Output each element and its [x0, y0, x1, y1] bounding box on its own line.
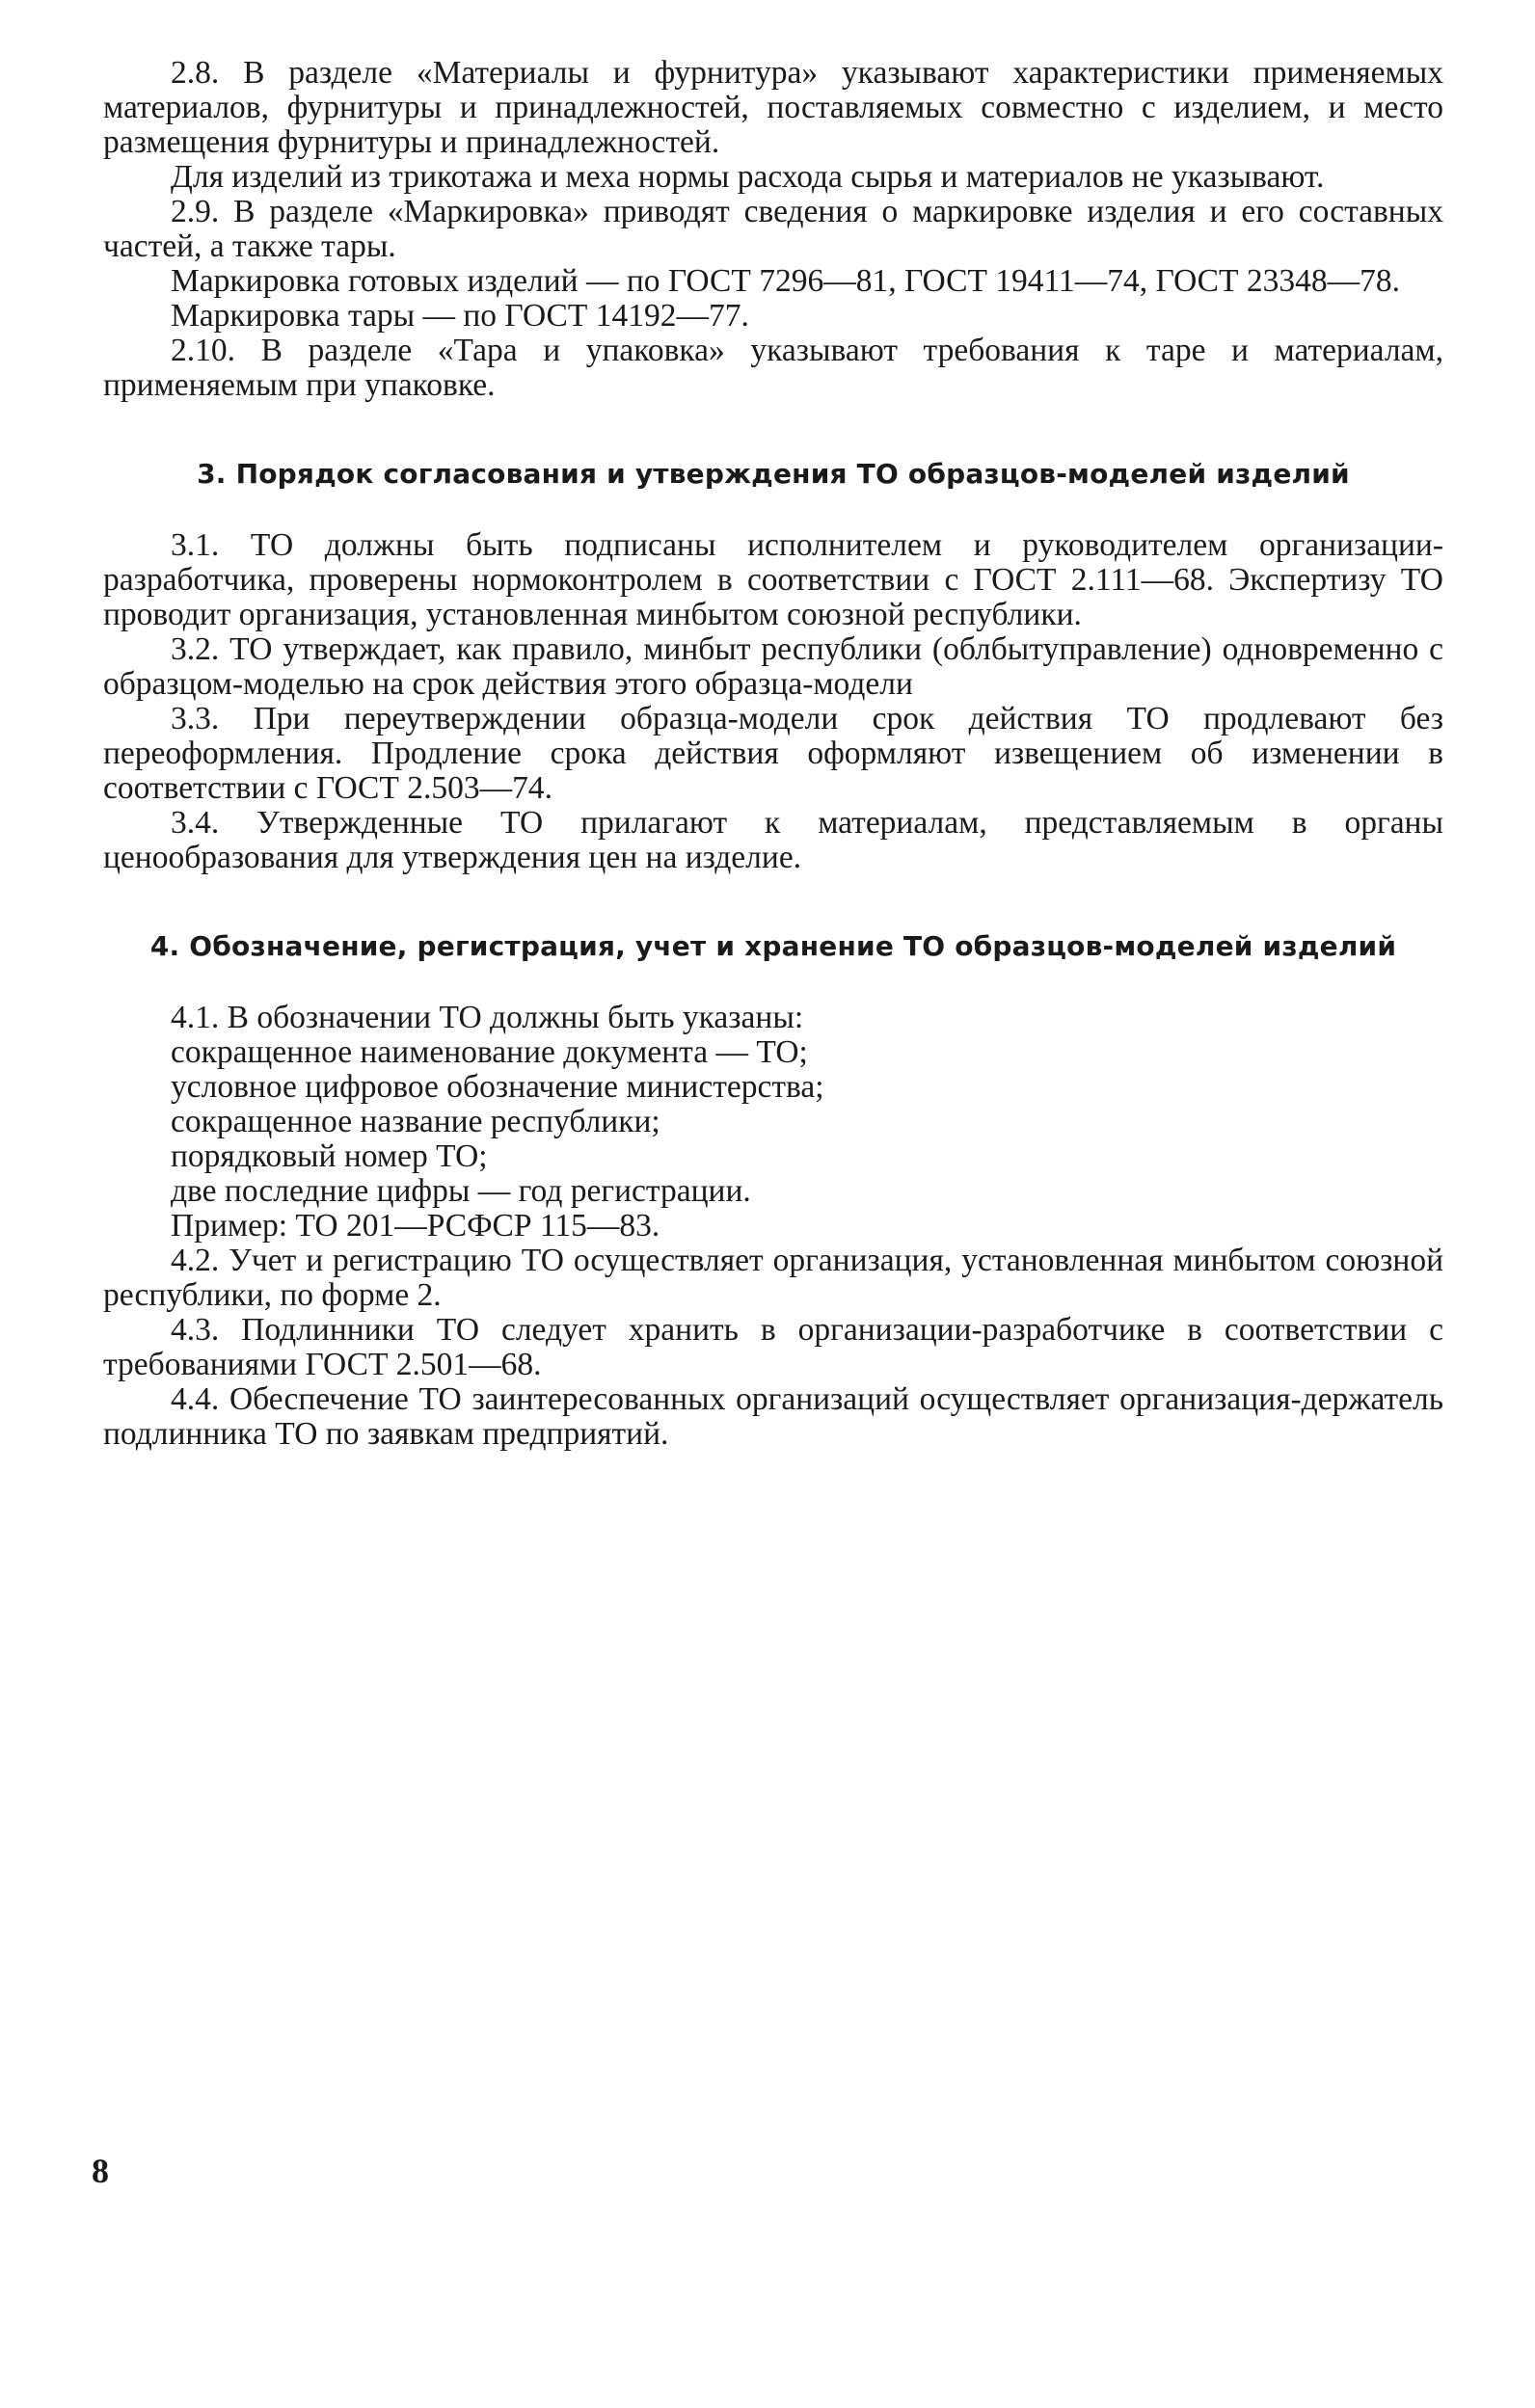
paragraph-2-9-products: Маркировка готовых изделий — по ГОСТ 7296—81, ГОСТ 19411—74, ГОСТ 23348—78.: [171, 263, 1400, 299]
section-4-heading: 4. Обозначение, регистрация, учет и хранение ТО образцов-моделей изделий: [149, 930, 1397, 962]
list-item: порядковый номер ТО;: [171, 1138, 488, 1174]
list-item: сокращенное наименование документа — ТО;: [171, 1034, 808, 1070]
paragraph-4-4: 4.4. Обеспечение ТО заинтересованных организаций осуществляет организация-держатель подлинника ТО по заявкам предприятий.: [103, 1381, 1443, 1452]
paragraph-3-3: 3.3. При переутверждении образца-модели срок действия ТО продлевают без переоформления. Продление срока действия оформляют извещением об изменении в соответствии с ГОСТ 2.503—74.: [103, 701, 1443, 806]
designation-list: [103, 1035, 1443, 1244]
list-item: сокращенное название республики;: [171, 1104, 660, 1139]
paragraph-2-9: 2.9. В разделе «Маркировка» приводят сведения о маркировке изделия и его составных частей, а также тары.: [103, 194, 1443, 264]
paragraph-2-9-tare: Маркировка тары — по ГОСТ 14192—77.: [171, 298, 749, 334]
paragraph-4-2: 4.2. Учет и регистрацию ТО осуществляет организация, установленная минбытом союзной республики, по форме 2.: [103, 1243, 1443, 1313]
section-3-heading: 3. Порядок согласования и утверждения ТО образцов-моделей изделий: [197, 458, 1350, 490]
page-number: 8: [92, 2152, 109, 2190]
paragraph-3-2: 3.2. ТО утверждает, как правило, минбыт республики (облбытуправление) одновременно с образцом-моделью на срок действия этого образца-модели: [103, 631, 1443, 702]
list-item: две последние цифры — год регистрации.: [171, 1173, 751, 1209]
paragraph-2-8: 2.8. В разделе «Материалы и фурнитура» указывают характеристики применяемых материалов, фурнитуры и принадлежностей, поставляемых совместно с изделием, и место размещения фурнитуры и принадлежностей.: [103, 55, 1443, 160]
paragraph-4-3: 4.3. Подлинники ТО следует хранить в организации-разработчике в соответствии с требованиями ГОСТ 2.501—68.: [103, 1312, 1443, 1382]
paragraph-3-1: 3.1. ТО должны быть подписаны исполнителем и руководителем организации-разработчика, проверены нормоконтролем в соответствии с ГОСТ 2.111—68. Экспертизу ТО проводит организация, установленная минбытом союзной республики.: [103, 527, 1443, 632]
paragraph-2-8-note: Для изделий из трикотажа и меха нормы расхода сырья и материалов не указывают.: [171, 159, 1325, 195]
document-page: [103, 56, 1443, 1452]
paragraph-2-10: 2.10. В разделе «Тара и упаковка» указывают требования к таре и материалам, применяемым при упаковке.: [103, 333, 1443, 403]
paragraph-3-4: 3.4. Утвержденные ТО прилагают к материалам, представляемым в органы ценообразования для утверждения цен на изделие.: [103, 805, 1443, 875]
list-item: Пример: ТО 201—РСФСР 115—83.: [171, 1208, 660, 1244]
list-item: условное цифровое обозначение министерства;: [171, 1069, 824, 1105]
paragraph-4-1: 4.1. В обозначении ТО должны быть указаны:: [171, 1000, 804, 1035]
